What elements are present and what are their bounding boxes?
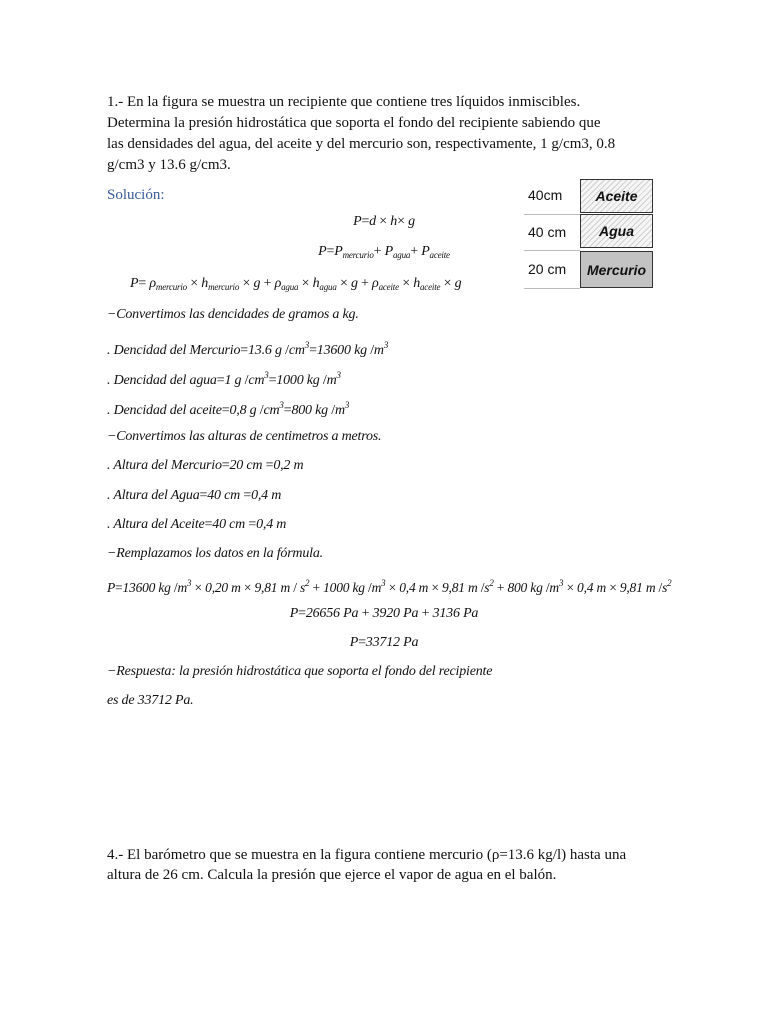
formula-sum: $P=P_{mercurio}+ P_{agua}+ P_{aceite}$ bbox=[318, 244, 450, 260]
answer-line-1: −Respuesta: la presión hidrostática que soporta el fondo del recipiente bbox=[107, 664, 493, 679]
layer-aceite: Aceite bbox=[580, 179, 653, 213]
formula-substituted: P=13600 kg $/m^3 \times 0,20$ m × 9,81 $m / s^2 + 1000$ kg $/m^3 \times 0,4$ m × 9,81 m $/s^2 + 800$ kg $/m^3 \times 0,4$ m × 9,81 m $/s^2$ bbox=[107, 578, 672, 595]
formula-final-result: P=33712 Pa bbox=[349, 635, 419, 650]
answer-line-2: es de 33712 Pa. bbox=[107, 693, 194, 708]
formula-expanded: $P= \rho_{mercurio} \times h_{mercurio} \times g + \rho_{agua} \times h_{agua} \times g + \rho_{aceite} \times h_{aceite} \times g$ bbox=[130, 276, 462, 292]
layer-agua: Agua bbox=[580, 214, 653, 248]
density-agua: . Dencidad del agua=1 g $/cm^3=1000$ kg $/m^3$ bbox=[107, 370, 341, 388]
figure-divider bbox=[524, 288, 580, 289]
container-figure bbox=[524, 176, 660, 292]
height-agua: . Altura del Agua=40 cm =0,4 m bbox=[107, 488, 282, 503]
figure-label-agua-height: 40 cm bbox=[528, 224, 567, 240]
problem4-line-1: 4.- El barómetro que se muestra en la figura contiene mercurio (ρ=13.6 kg/l) hasta una bbox=[107, 847, 627, 863]
step-replace: −Remplazamos los datos en la fórmula. bbox=[107, 546, 323, 561]
solution-label: Solución: bbox=[107, 187, 165, 203]
height-aceite: . Altura del Aceite=40 cm =0,4 m bbox=[107, 517, 287, 532]
figure-label-aceite-height: 40cm bbox=[528, 187, 563, 203]
step-convert-density: −Convertimos las dencidades de gramos a kg. bbox=[107, 307, 359, 322]
problem1-line-1: 1.- En la figura se muestra un recipiente que contiene tres líquidos inmiscibles. bbox=[107, 94, 581, 110]
formula-partial-result: P=26656 Pa + 3920 Pa + 3136 Pa bbox=[289, 606, 479, 621]
density-aceite: . Dencidad del aceite=0,8 g $/cm^3=800$ kg $/m^3$ bbox=[107, 400, 350, 418]
problem1-line-4: g/cm3 y 13.6 g/cm3. bbox=[107, 157, 231, 173]
step-convert-height: −Convertimos las alturas de centimetros a metros. bbox=[107, 429, 382, 444]
layer-mercurio: Mercurio bbox=[580, 251, 653, 288]
problem4-line-2: altura de 26 cm. Calcula la presión que ejerce el vapor de agua en el balón. bbox=[107, 867, 557, 883]
problem1-line-2: Determina la presión hidrostática que soporta el fondo del recipiente sabiendo que bbox=[107, 115, 601, 131]
formula-general: P=d × h× g bbox=[353, 214, 415, 229]
density-mercurio: . Dencidad del Mercurio=13.6 g $/cm^3=13600$ kg $/m^3$ bbox=[107, 340, 389, 358]
problem1-line-3: las densidades del agua, del aceite y del mercurio son, respectivamente, 1 g/cm3, 0.8 bbox=[107, 136, 616, 152]
figure-label-mercurio-height: 20 cm bbox=[528, 261, 567, 277]
height-mercurio: . Altura del Mercurio=20 cm =0,2 m bbox=[107, 458, 304, 473]
